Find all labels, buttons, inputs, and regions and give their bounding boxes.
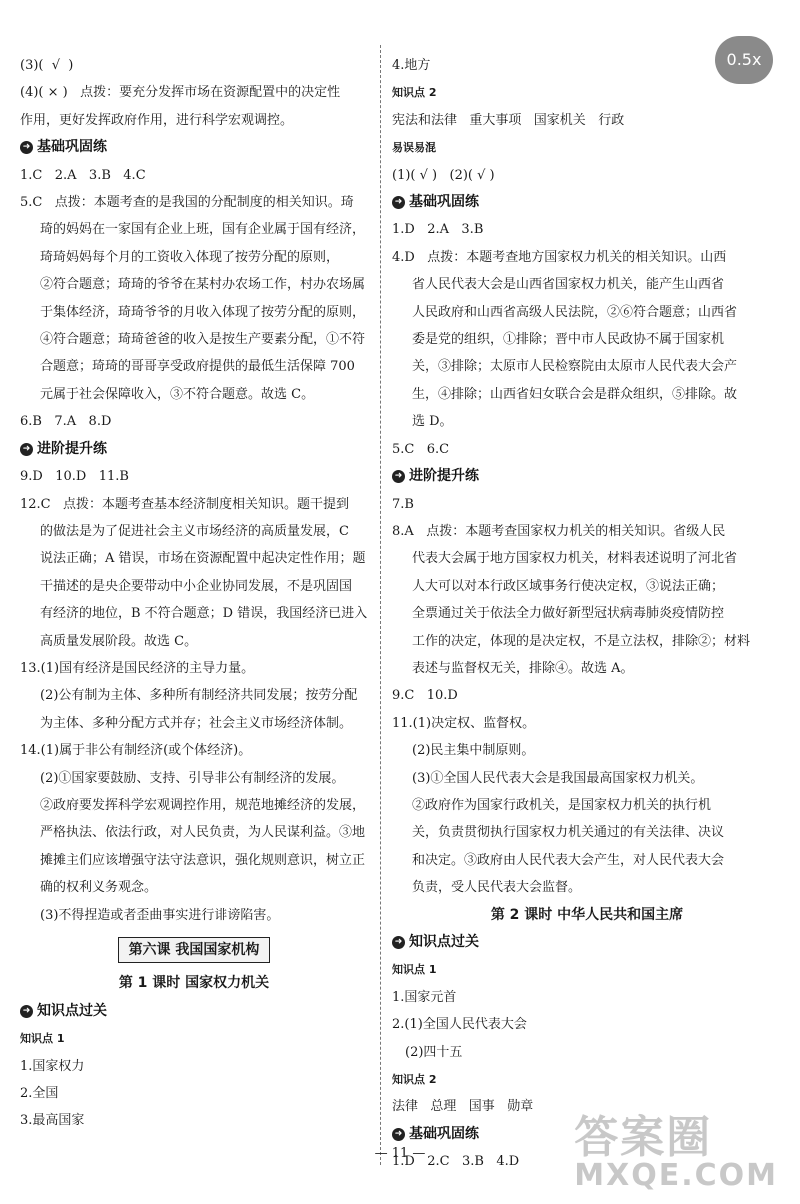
answer-line: 确的权利义务观念。	[40, 880, 158, 896]
answer-line: 说法正确；A 错误，市场在资源配置中起决定性作用；题	[40, 551, 366, 567]
page-number: — 11 —	[374, 1146, 426, 1161]
period-title: 第 1 课时 国家权力机关	[118, 975, 270, 992]
answer-line: 4.地方	[392, 58, 431, 73]
answer-line: 工作的决定，体现的是决定权，不是立法权，排除②；材料	[412, 633, 751, 649]
answer-line: 表述与监督权无关，排除④。故选 A。	[412, 660, 634, 676]
section-arrow-icon: ➜	[392, 936, 405, 949]
answer-line: 于集体经济，琦琦爷爷的月收入体现了按劳分配的原则，	[40, 304, 366, 320]
answer-line: 省人民代表大会是山西省国家权力机关，能产生山西省	[412, 277, 725, 293]
section-heading	[20, 436, 368, 463]
section-heading-text: 知识点过关	[409, 934, 479, 950]
section-arrow-icon: ➜	[20, 1005, 33, 1018]
knowledge-point-label: 知识点 2	[392, 86, 437, 100]
answer-line: ④符合题意；琦琦爸爸的收入是按生产要素分配，①不符	[40, 332, 366, 348]
answer-line: (2)四十五	[405, 1044, 463, 1060]
answer-line: 人大可以对本行政区域事务行使决定权，③说法正确；	[412, 578, 725, 594]
answer-line: 13.(1)国有经济是国民经济的主导力量。	[20, 660, 255, 676]
knowledge-point-label: 知识点 1	[20, 1032, 65, 1046]
section-heading-text: 进阶提升练	[37, 440, 107, 457]
answer-line: (1)( √ ) (2)( √ )	[392, 167, 495, 183]
answer-line: 的做法是为了促进社会主义市场经济的高质量发展，C	[40, 523, 349, 539]
section-heading	[20, 998, 368, 1025]
answer-line: 7.B	[392, 496, 414, 512]
answer-line: 高质量发展阶段。故选 C。	[40, 633, 198, 649]
answer-line: 2.(1)全国人民代表大会	[392, 1017, 527, 1033]
answer-line: 关，负责贯彻执行国家权力机关通过的有关法律、决议	[412, 825, 725, 841]
answer-line: 9.C 10.D	[392, 688, 458, 704]
knowledge-point-label: 易误易混	[392, 141, 436, 155]
answer-line: ②符合题意；琦琦的爷爷在某村办农场工作，村办农场属	[40, 277, 366, 293]
period-title: 第 2 课时 中华人民共和国主席	[490, 906, 684, 923]
answer-line: 1.C 2.A 3.B 4.C	[20, 167, 146, 183]
knowledge-point-label: 知识点 1	[392, 963, 437, 977]
answer-line: 合题意；琦琦的哥哥享受政府提供的最低生活保障 700	[40, 359, 355, 375]
answer-line: 琦琦妈妈每个月的工资收入体现了按劳分配的原则，	[40, 249, 340, 265]
right-column	[392, 52, 782, 1176]
left-column	[20, 52, 368, 1135]
knowledge-point-label: 知识点 2	[392, 1073, 437, 1087]
answer-line: 1.D 2.A 3.B	[392, 222, 484, 238]
section-arrow-icon: ➜	[392, 1128, 405, 1141]
lesson-title-text: 第六课 我国国家机构	[118, 937, 271, 963]
answer-line: ②政府作为国家行政机关，是国家权力机关的执行机	[412, 797, 712, 813]
section-heading	[392, 189, 782, 216]
answer-line: (4)( × ) 点拨：要充分发挥市场在资源配置中的决定性	[20, 85, 341, 101]
section-arrow-icon: ➜	[392, 470, 405, 483]
watermark-logo	[574, 1112, 778, 1193]
answer-line: ②政府要发挥科学宏观调控作用，规范地摊经济的发展，	[40, 797, 366, 813]
answer-line: 和决定。③政府由人民代表大会产生，对人民代表大会	[412, 852, 725, 868]
section-heading	[392, 463, 782, 490]
answer-line: (2)公有制为主体、多种所有制经济共同发展；按劳分配	[40, 688, 358, 704]
answer-line: 作用，更好发挥政府作用，进行科学宏观调控。	[20, 112, 294, 128]
section-heading-text: 基础巩固练	[409, 194, 479, 211]
answer-line: 1.D 2.C 3.B 4.D	[392, 1154, 520, 1170]
section-arrow-icon: ➜	[20, 141, 33, 154]
section-arrow-icon: ➜	[20, 443, 33, 456]
section-heading	[20, 134, 368, 161]
answer-line: 元属于社会保障收入，③不符合题意。故选 C。	[40, 386, 315, 402]
lesson-title	[20, 937, 368, 964]
section-heading-text: 基础巩固练	[37, 139, 107, 156]
answer-line: 法律 总理 国事 勋章	[392, 1099, 534, 1115]
answer-line: 6.B 7.A 8.D	[20, 414, 112, 430]
answer-line: 生，④排除；山西省妇女联合会是群众组织，⑤排除。故	[412, 386, 738, 402]
answer-line: 负责，受人民代表大会监督。	[412, 880, 582, 896]
section-arrow-icon: ➜	[392, 196, 405, 209]
watermark-domain: MXQE.COM	[574, 1158, 778, 1193]
section-heading-text: 基础巩固练	[409, 1125, 479, 1142]
answer-line: 1.国家权力	[20, 1058, 85, 1074]
answer-line: 3.最高国家	[20, 1113, 85, 1129]
answer-line: 5.C 6.C	[392, 441, 450, 457]
answer-line: 委是党的组织，①排除；晋中市人民政协不属于国家机	[412, 332, 725, 348]
answer-line: 2.全国	[20, 1086, 59, 1102]
answer-line: (3)( √ )	[20, 58, 74, 73]
answer-line: 12.C 点拨：本题考查基本经济制度相关知识。题干提到	[20, 496, 350, 512]
answer-line: 5.C 点拨：本题考查的是我国的分配制度的相关知识。琦	[20, 195, 354, 211]
answer-line: 摊摊主们应该增强守法守法意识，强化规则意识，树立正	[40, 852, 366, 868]
answer-line: 琦的妈妈在一家国有企业上班，国有企业属于国有经济，	[40, 222, 366, 238]
zoom-level-badge[interactable]: 0.5x	[715, 36, 773, 84]
answer-line: 全票通过关于依法全力做好新型冠状病毒肺炎疫情防控	[412, 606, 725, 622]
answer-line: 宪法和法律 重大事项 国家机关 行政	[392, 112, 625, 128]
answer-line: 1.国家元首	[392, 989, 457, 1005]
answer-line: 4.D 点拨：本题考查地方国家权力机关的相关知识。山西	[392, 249, 727, 265]
answer-line: (2)①国家要鼓励、支持、引导非公有制经济的发展。	[40, 770, 345, 786]
answer-line: 关，③排除；太原市人民检察院由太原市人民代表大会产	[412, 359, 738, 375]
answer-line: 代表大会属于地方国家权力机关，材料表述说明了河北省	[412, 551, 738, 567]
answer-line: 14.(1)属于非公有制经济(或个体经济)。	[20, 743, 252, 759]
answer-line: (2)民主集中制原则。	[412, 743, 535, 759]
section-heading-text: 知识点过关	[37, 1002, 107, 1019]
answer-line: 8.A 点拨：本题考查国家权力机关的相关知识。省级人民	[392, 523, 726, 539]
answer-line: 人民政府和山西省高级人民法院，②⑥符合题意；山西省	[412, 304, 738, 320]
watermark-cn: 答案圈	[574, 1112, 713, 1163]
answer-line: (3)①全国人民代表大会是我国最高国家权力机关。	[412, 770, 704, 786]
section-heading	[392, 929, 782, 956]
answer-line: 严格执法、依法行政，对人民负责，为人民谋利益。③地	[40, 825, 366, 841]
answer-line: 为主体、多种分配方式并存；社会主义市场经济体制。	[40, 715, 353, 731]
answer-line: 9.D 10.D 11.B	[20, 469, 129, 485]
answer-line: 干描述的是央企要带动中小企业协同发展，不是巩固国	[40, 578, 353, 594]
section-heading-text: 进阶提升练	[409, 468, 479, 485]
answer-line: (3)不得捏造或者歪曲事实进行诽谤陷害。	[40, 907, 280, 923]
column-divider	[380, 45, 381, 1165]
answer-line: 有经济的地位，B 不符合题意；D 错误，我国经济已进入	[40, 606, 368, 622]
answer-line: 11.(1)决定权、监督权。	[392, 715, 536, 731]
answer-line: 选 D。	[412, 414, 453, 430]
